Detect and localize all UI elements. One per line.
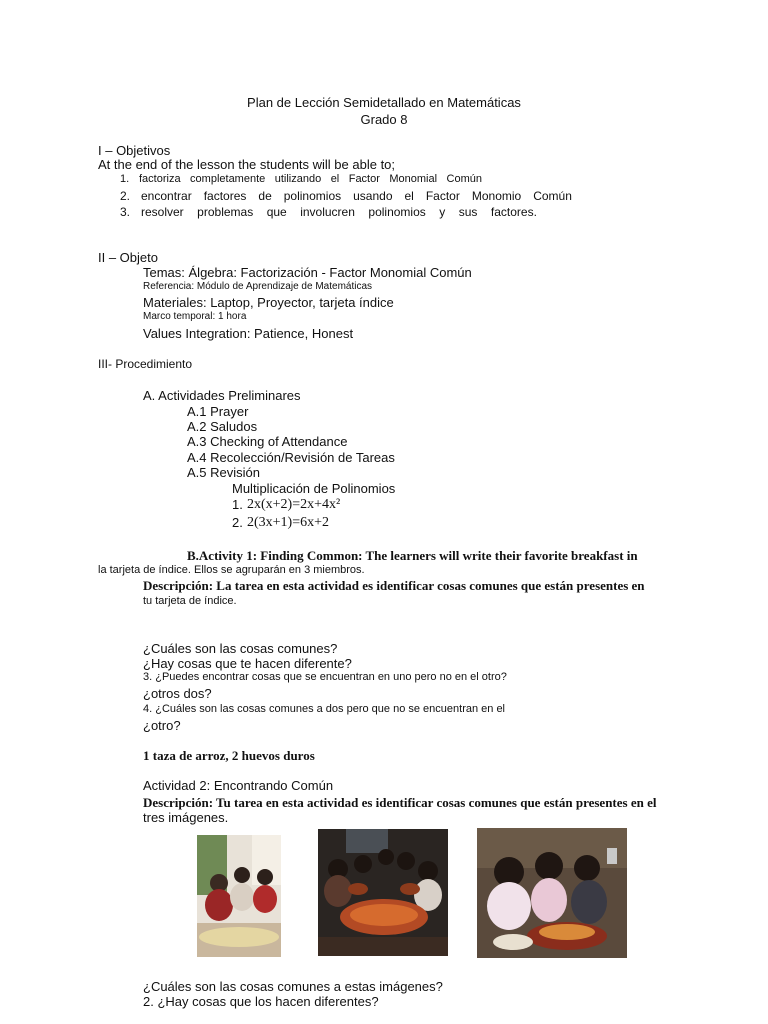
activity-1-question: ¿otros dos? bbox=[143, 686, 212, 701]
equation-2: 2(3x+1)=6x+2 bbox=[247, 515, 330, 530]
objective-word: polinomios bbox=[368, 205, 426, 219]
equation-2-number: 2. bbox=[232, 515, 243, 530]
preliminary-heading: A. Actividades Preliminares bbox=[143, 388, 301, 403]
objective-1 bbox=[139, 173, 482, 185]
objective-word: problemas bbox=[197, 205, 254, 219]
equation-1-number: 1. bbox=[232, 497, 243, 512]
values-line: Values Integration: Patience, Honest bbox=[143, 326, 354, 341]
objective-2 bbox=[141, 189, 572, 203]
materials-line: Materiales: Laptop, Proyector, tarjeta índice bbox=[143, 295, 394, 310]
objective-word: polinomios bbox=[283, 189, 342, 203]
review-title: Multiplicación de Polinomios bbox=[232, 481, 396, 496]
equation-1: 2x(x+2)=2x+4x² bbox=[247, 497, 341, 512]
objectives-intro: At the end of the lesson the students will be able to; bbox=[98, 157, 396, 172]
activity-1-description: Descripción: La tarea en esta actividad es identificar cosas comunes que están presentes en bbox=[143, 578, 645, 593]
objective-word: utilizando bbox=[274, 173, 322, 185]
objective-word: Monomial bbox=[389, 173, 438, 185]
objective-word: de bbox=[258, 189, 272, 203]
objective-word: involucren bbox=[300, 205, 355, 219]
activity-1-answer: 1 taza de arroz, 2 huevos duros bbox=[143, 748, 315, 763]
objective-2-number: 2. bbox=[120, 189, 131, 203]
group-breakfast-photo-3 bbox=[477, 828, 627, 958]
group-breakfast-photo-2 bbox=[318, 829, 448, 956]
objective-3-number: 3. bbox=[120, 205, 131, 219]
activity-1-description-continued: tu tarjeta de índice. bbox=[143, 595, 237, 607]
grade-label: Grado 8 bbox=[360, 112, 408, 127]
subject-heading: II – Objeto bbox=[98, 250, 158, 265]
objective-word: factores bbox=[203, 189, 247, 203]
activity-1-question: ¿Cuáles son las cosas comunes? bbox=[143, 641, 338, 656]
objective-word: completamente bbox=[190, 173, 266, 185]
group-breakfast-photo-1 bbox=[197, 835, 281, 957]
objective-word: encontrar bbox=[141, 189, 192, 203]
document-title: Plan de Lección Semidetallado en Matemáticas bbox=[247, 95, 521, 110]
preliminary-item: A.3 Checking of Attendance bbox=[187, 434, 348, 449]
objective-word: Común bbox=[446, 173, 482, 185]
reference-line: Referencia: Módulo de Aprendizaje de Matemáticas bbox=[143, 281, 373, 292]
objective-1-number: 1. bbox=[120, 173, 130, 185]
activity-2-description: Descripción: Tu tarea en esta actividad es identificar cosas comunes que están presentes en el bbox=[143, 795, 657, 810]
activity-2-title: Actividad 2: Encontrando Común bbox=[143, 778, 334, 793]
objective-word: y bbox=[439, 205, 446, 219]
activity-2-question: 2. ¿Hay cosas que los hacen diferentes? bbox=[143, 994, 379, 1009]
objective-word: Factor bbox=[348, 173, 380, 185]
objective-word: que bbox=[266, 205, 287, 219]
objective-word: factores. bbox=[490, 205, 537, 219]
objective-3 bbox=[141, 205, 537, 219]
preliminary-item: A.5 Revisión bbox=[187, 465, 260, 480]
activity-2-description-continued: tres imágenes. bbox=[143, 810, 229, 825]
objective-word: Común bbox=[533, 189, 572, 203]
activity-1-question: ¿Hay cosas que te hacen diferente? bbox=[143, 656, 352, 671]
activity-2-question: ¿Cuáles son las cosas comunes a estas imágenes? bbox=[143, 979, 443, 994]
activity-1-title: B.Activity 1: Finding Common: The learners will write their favorite breakfast in bbox=[187, 548, 638, 563]
topics-line: Temas: Álgebra: Factorización - Factor Monomial Común bbox=[143, 265, 472, 280]
objective-word: Factor bbox=[425, 189, 460, 203]
preliminary-item: A.2 Saludos bbox=[187, 419, 258, 434]
preliminary-item: A.4 Recolección/Revisión de Tareas bbox=[187, 450, 395, 465]
activity-1-question: ¿otro? bbox=[143, 718, 181, 733]
objective-word: el bbox=[330, 173, 340, 185]
objectives-heading: I – Objetivos bbox=[98, 143, 171, 158]
activity-1-question: 4. ¿Cuáles son las cosas comunes a dos pero que no se encuentran en el bbox=[143, 703, 506, 715]
objective-word: el bbox=[404, 189, 414, 203]
objective-word: sus bbox=[458, 205, 478, 219]
objective-word: usando bbox=[353, 189, 393, 203]
preliminary-item: A.1 Prayer bbox=[187, 404, 249, 419]
activity-1-question: 3. ¿Puedes encontrar cosas que se encuentran en uno pero no en el otro? bbox=[143, 671, 507, 683]
objective-word: factoriza bbox=[139, 173, 181, 185]
objective-word: resolver bbox=[141, 205, 184, 219]
objective-word: Monomio bbox=[471, 189, 522, 203]
procedure-heading: III- Procedimiento bbox=[98, 357, 193, 371]
activity-1-title-continued: la tarjeta de índice. Ellos se agruparán en 3 miembros. bbox=[98, 564, 365, 576]
time-frame-line: Marco temporal: 1 hora bbox=[143, 311, 247, 322]
